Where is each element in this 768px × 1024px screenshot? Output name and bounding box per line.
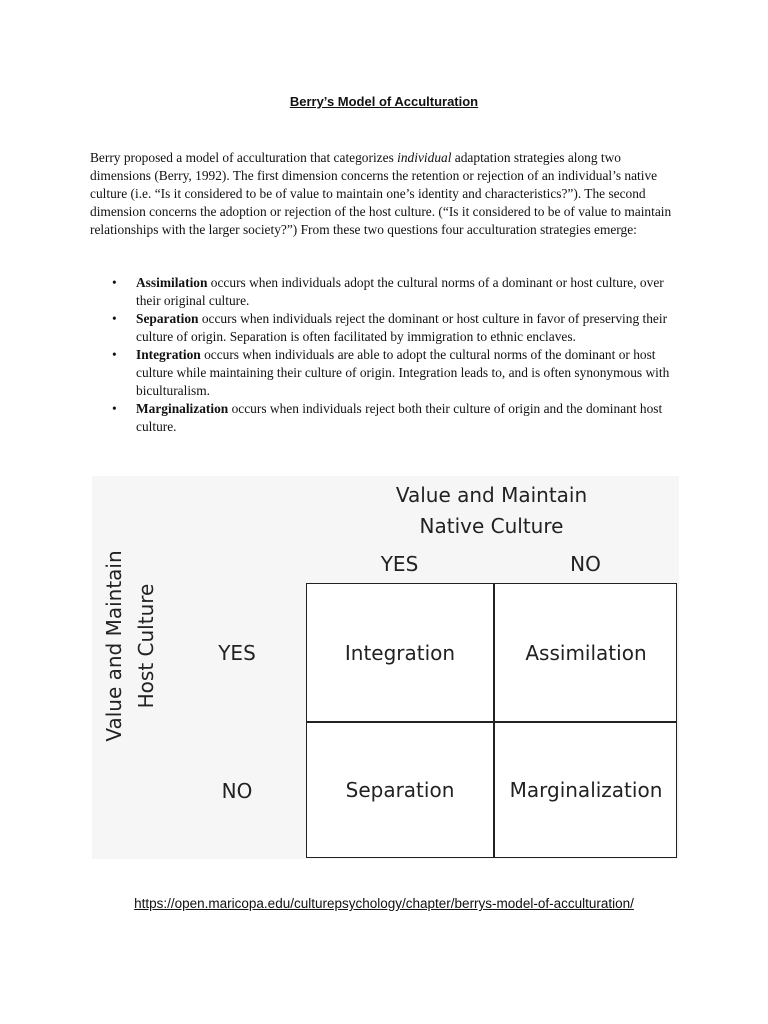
strategy-description: occurs when individuals reject the dominant or host culture in favor of preserving their culture of origin. Separation is often facilitated by immigration to ethnic enclaves. bbox=[136, 311, 668, 344]
row-axis-line1: Value and Maintain bbox=[102, 550, 126, 742]
cell-assimilation: Assimilation bbox=[525, 640, 647, 665]
cell-integration: Integration bbox=[344, 640, 456, 665]
list-item-separation bbox=[90, 310, 690, 346]
bullet-icon: • bbox=[112, 311, 117, 326]
row-axis-line2: Host Culture bbox=[134, 583, 158, 709]
column-axis-title bbox=[306, 480, 677, 542]
intro-paragraph bbox=[90, 149, 682, 239]
intro-text-start: Berry proposed a model of acculturation that categorizes bbox=[90, 150, 398, 165]
column-axis-line1: Value and Maintain bbox=[395, 483, 588, 507]
intro-emphasis: individual bbox=[397, 150, 452, 165]
bullet-icon: • bbox=[112, 347, 117, 362]
strategy-description: occurs when individuals adopt the cultural norms of a dominant or host culture, over their original culture. bbox=[136, 275, 664, 308]
list-item-marginalization bbox=[90, 400, 690, 436]
acculturation-diagram bbox=[92, 476, 679, 859]
page-title: Berry’s Model of Acculturation bbox=[289, 94, 479, 109]
column-header-yes: YES bbox=[380, 552, 419, 576]
row-header-no: NO bbox=[221, 779, 253, 803]
source-link[interactable]: https://open.maricopa.edu/culturepsychology/chapter/berrys-model-of-acculturation/ bbox=[134, 896, 634, 911]
list-item-assimilation bbox=[90, 274, 690, 310]
column-header-no: NO bbox=[570, 552, 601, 576]
strategy-term: Integration bbox=[136, 347, 201, 362]
bullet-icon: • bbox=[112, 401, 117, 416]
cell-marginalization: Marginalization bbox=[509, 777, 663, 802]
strategy-list bbox=[90, 274, 690, 436]
strategy-description: occurs when individuals are able to adopt the cultural norms of the dominant or host culture while maintaining their culture of origin. Integration leads to, and is often synonymous with biculturalism. bbox=[136, 347, 670, 398]
bullet-icon: • bbox=[112, 275, 117, 290]
strategy-term: Assimilation bbox=[136, 275, 208, 290]
list-item-integration bbox=[90, 346, 690, 400]
row-header-yes: YES bbox=[218, 641, 256, 665]
strategy-term: Marginalization bbox=[136, 401, 229, 416]
cell-separation: Separation bbox=[345, 777, 455, 802]
strategy-term: Separation bbox=[136, 311, 199, 326]
strategy-description: occurs when individuals reject both their culture of origin and the dominant host culture. bbox=[136, 401, 663, 434]
intro-text-end: adaptation strategies along two dimensions (Berry, 1992). The first dimension concerns the retention or rejection of an individual’s native culture (i.e. “Is it considered to be of value to maintain one’s identity and characteristics?”). The second dimension concerns the adoption or rejection of the host culture. (“Is it considered to be of value to maintain relationships with the larger society?”) From these two questions four acculturation strategies emerge: bbox=[90, 150, 672, 237]
column-axis-line2: Native Culture bbox=[419, 514, 564, 538]
strategy-grid bbox=[306, 583, 677, 858]
